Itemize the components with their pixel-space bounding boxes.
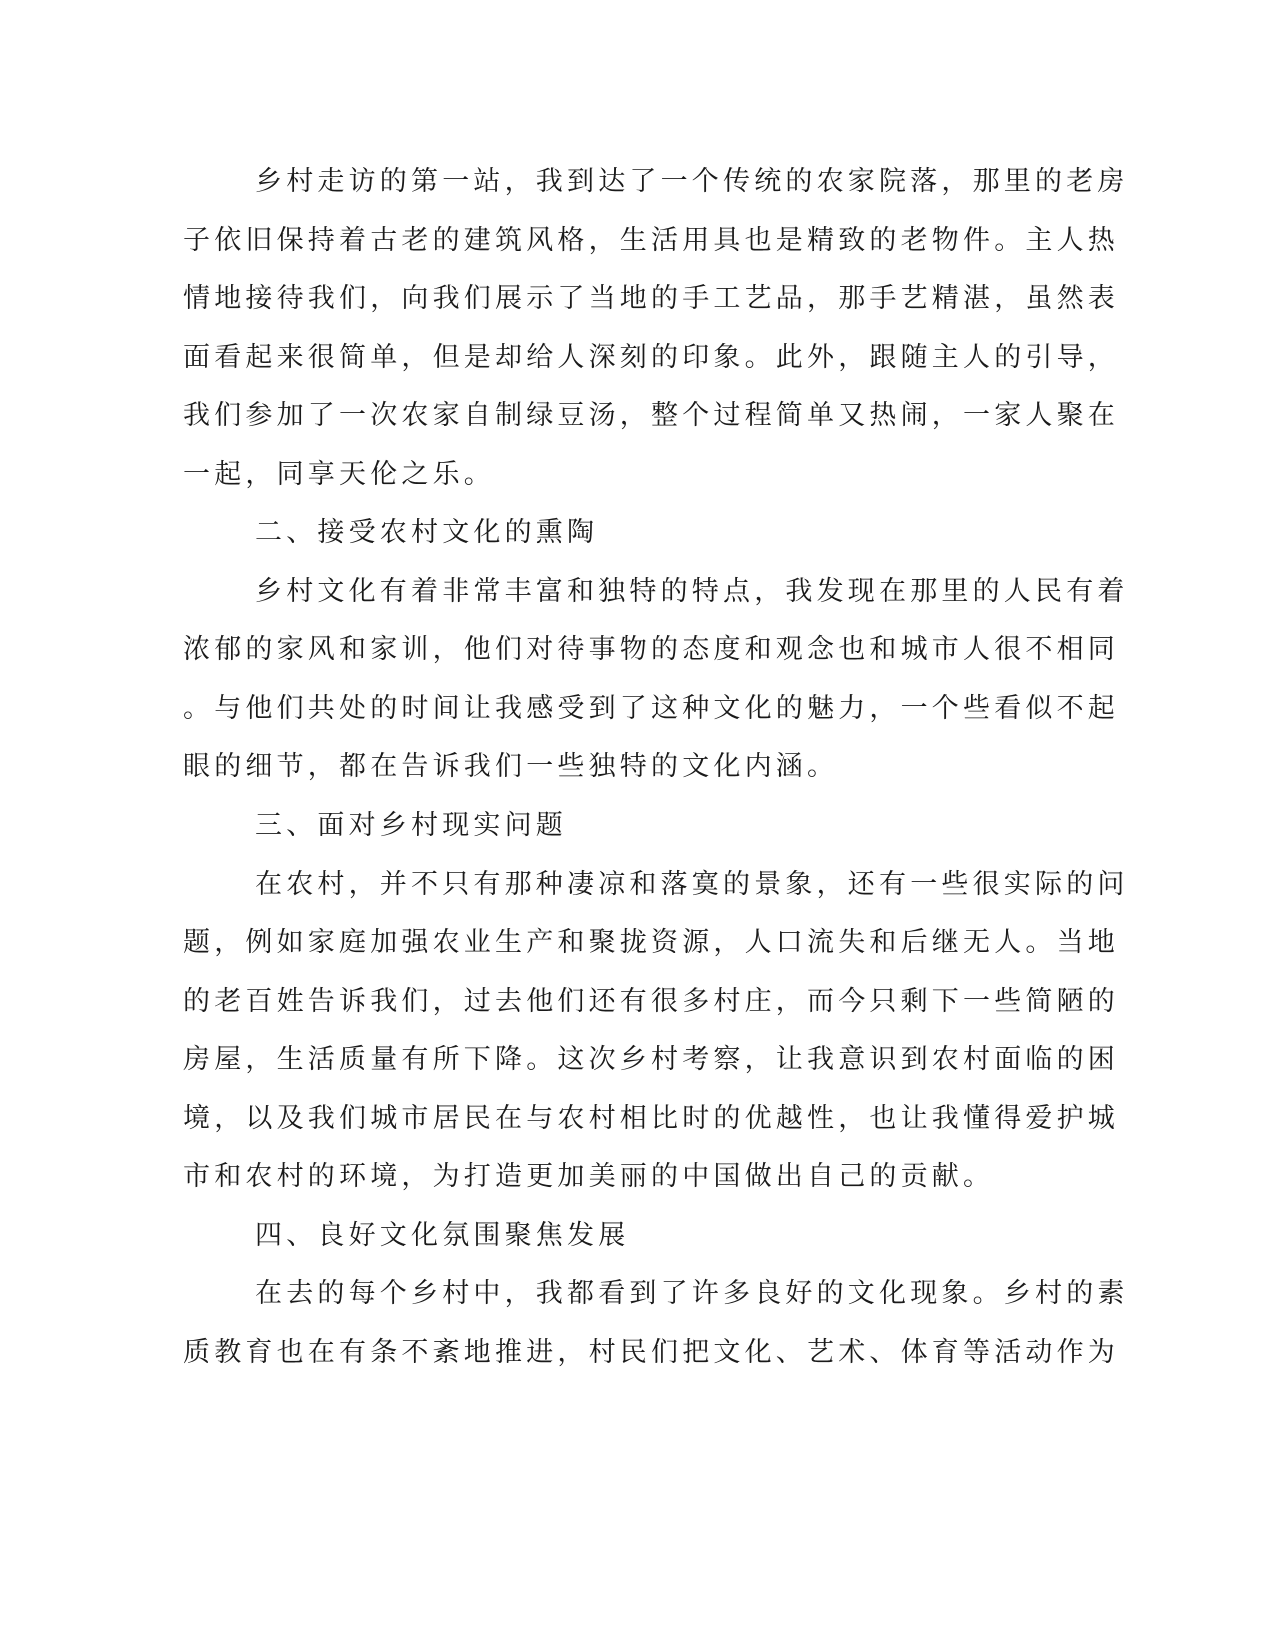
paragraph-1-line-5: 我们参加了一次农家自制绿豆汤，整个过程简单又热闹，一家人聚在 (183, 400, 1119, 431)
paragraph-2-line-3: 。与他们共处的时间让我感受到了这种文化的魅力，一个些看似不起 (183, 693, 1119, 724)
paragraph-3-line-2: 题，例如家庭加强农业生产和聚拢资源，人口流失和后继无人。当地 (183, 927, 1119, 958)
paragraph-3-line-3: 的老百姓告诉我们，过去他们还有很多村庄，而今只剩下一些简陋的 (183, 986, 1119, 1017)
paragraph-1-line-3: 情地接待我们，向我们展示了当地的手工艺品，那手艺精湛，虽然表 (183, 283, 1119, 314)
paragraph-2-line-1: 乡村文化有着非常丰富和独特的特点，我发现在那里的人民有着 (255, 576, 1129, 607)
paragraph-4-line-1: 在去的每个乡村中，我都看到了许多良好的文化现象。乡村的素 (255, 1278, 1129, 1309)
paragraph-2-line-2: 浓郁的家风和家训，他们对待事物的态度和观念也和城市人很不相同 (183, 634, 1119, 665)
paragraph-1-line-6: 一起，同享天伦之乐。 (183, 459, 495, 490)
paragraph-1-line-1: 乡村走访的第一站，我到达了一个传统的农家院落，那里的老房 (255, 166, 1129, 197)
paragraph-3-line-1: 在农村，并不只有那种凄凉和落寞的景象，还有一些很实际的问 (255, 869, 1129, 900)
section-heading-3: 三、面对乡村现实问题 (255, 810, 567, 841)
section-heading-2: 二、接受农村文化的熏陶 (255, 517, 599, 548)
paragraph-1-line-4: 面看起来很简单，但是却给人深刻的印象。此外，跟随主人的引导， (183, 342, 1119, 373)
paragraph-1-line-2: 子依旧保持着古老的建筑风格，生活用具也是精致的老物件。主人热 (183, 225, 1119, 256)
paragraph-2-line-4: 眼的细节，都在告诉我们一些独特的文化内涵。 (183, 751, 839, 782)
paragraph-4-line-2: 质教育也在有条不紊地推进，村民们把文化、艺术、体育等活动作为 (183, 1337, 1119, 1368)
paragraph-3-line-5: 境，以及我们城市居民在与农村相比时的优越性，也让我懂得爱护城 (183, 1103, 1119, 1134)
paragraph-3-line-4: 房屋，生活质量有所下降。这次乡村考察，让我意识到农村面临的困 (183, 1044, 1119, 1075)
paragraph-3-line-6: 市和农村的环境，为打造更加美丽的中国做出自己的贡献。 (183, 1161, 995, 1192)
section-heading-4: 四、良好文化氛围聚焦发展 (255, 1220, 630, 1251)
